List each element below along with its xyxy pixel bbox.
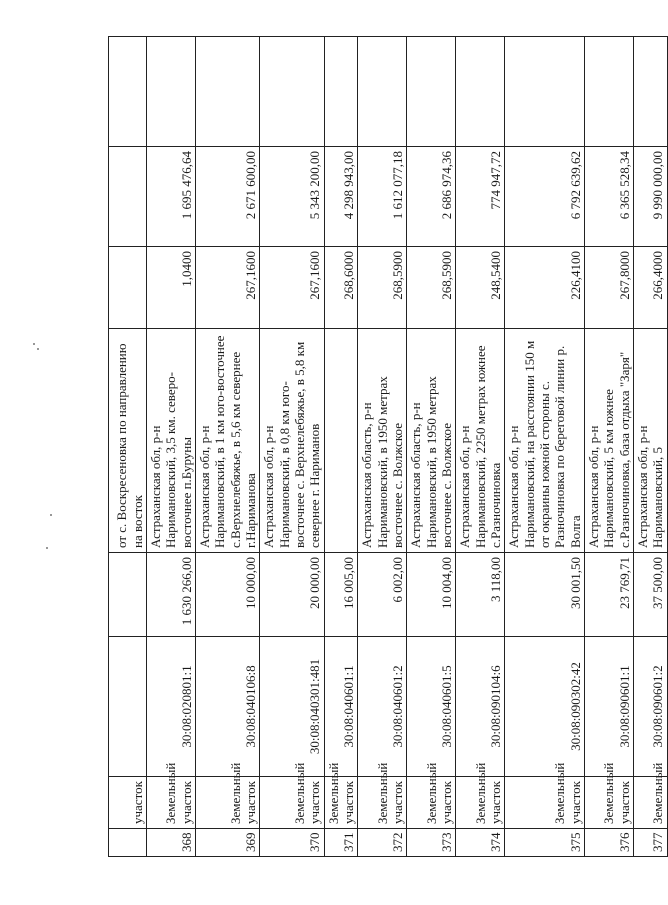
object-type-cell: Земельный участок [260, 777, 324, 829]
cadastral-number-cell: 30:08:090601:2 [633, 637, 667, 777]
cadastral-number-cell [109, 637, 147, 777]
empty-cell [407, 37, 456, 147]
price-cell: 6 792 639,62 [505, 147, 585, 247]
empty-cell [324, 37, 358, 147]
price-cell: 4 298 943,00 [324, 147, 358, 247]
table-row [358, 37, 407, 857]
row-number-cell: 375 [505, 829, 585, 857]
area-cell: 30 001,50 [505, 553, 585, 637]
row-number-cell: 371 [324, 829, 358, 857]
table-row [407, 37, 456, 857]
address-cell: Астраханская обл, р-н Наримановский, 2250 метрах южнее с.Разночиновка [456, 329, 505, 553]
object-type-cell: Земельный участок [195, 777, 259, 829]
address-cell: Астраханская обл, р-н Наримановский, 5 км южнее с.Разночиновка, база отдыха "Заря" [584, 329, 633, 553]
row-number-cell: 374 [456, 829, 505, 857]
address-cell: Астраханская область, р-н Наримановский, в 1950 метрах восточнее с. Волжское [407, 329, 456, 553]
share-cell: 267,1600 [195, 247, 259, 329]
cadastral-number-cell: 30:08:040301:481 [260, 637, 324, 777]
price-cell: 9 990 000,00 [633, 147, 667, 247]
empty-cell [456, 37, 505, 147]
rotated-table-frame [108, 37, 666, 857]
empty-cell [358, 37, 407, 147]
table-row [109, 37, 147, 857]
empty-cell [109, 37, 147, 147]
address-cell: Астраханская обл, р-н Наримановский, 5 [633, 329, 667, 553]
object-type-cell: Земельный участок [358, 777, 407, 829]
scan-speck [33, 343, 35, 345]
empty-cell [505, 37, 585, 147]
cadastral-number-cell: 30:08:040601:2 [358, 637, 407, 777]
object-type-cell: Земельный участок [147, 777, 196, 829]
price-cell: 1 612 077,18 [358, 147, 407, 247]
share-cell [109, 247, 147, 329]
table-body [109, 37, 668, 857]
table-row [195, 37, 259, 857]
area-cell: 16 005,00 [324, 553, 358, 637]
address-cell: Астраханская обл, р-н Наримановский, в 1 км юго-восточнее с.Верхнелебяжье, в 5,6 км севернее г.Нариманова [195, 329, 259, 553]
address-cell: Астраханская обл, р-н Наримановский, в 0,8 км юго-восточнее с. Верхнелебяжье, в 5,8 км севернее г. Нариманов [260, 329, 324, 553]
share-cell: 248,5400 [456, 247, 505, 329]
price-cell: 2 686 974,36 [407, 147, 456, 247]
row-number-cell: 376 [584, 829, 633, 857]
scan-speck [46, 547, 48, 549]
land-plots-table [108, 36, 668, 857]
price-cell: 6 365 528,34 [584, 147, 633, 247]
area-cell: 10 000,00 [195, 553, 259, 637]
area-cell: 37 500,00 [633, 553, 667, 637]
object-type-cell: Земельный участок [584, 777, 633, 829]
share-cell: 267,8000 [584, 247, 633, 329]
empty-cell [584, 37, 633, 147]
scan-speck [50, 514, 52, 516]
share-cell: 268,6000 [324, 247, 358, 329]
cadastral-number-cell: 30:08:040601:5 [407, 637, 456, 777]
area-cell: 3 118,00 [456, 553, 505, 637]
object-type-cell: Земельный участок [407, 777, 456, 829]
cadastral-number-cell: 30:08:090104:6 [456, 637, 505, 777]
row-number-cell: 373 [407, 829, 456, 857]
table-row [456, 37, 505, 857]
table-row [584, 37, 633, 857]
area-cell: 10 004,00 [407, 553, 456, 637]
table-row [260, 37, 324, 857]
row-number-cell: 372 [358, 829, 407, 857]
cadastral-number-cell: 30:08:090302:42 [505, 637, 585, 777]
address-cell [324, 329, 358, 553]
area-cell [109, 553, 147, 637]
object-type-cell: участок [109, 777, 147, 829]
share-cell: 268,5900 [358, 247, 407, 329]
row-number-cell: 377 [633, 829, 667, 857]
row-number-cell: 369 [195, 829, 259, 857]
table-row [505, 37, 585, 857]
address-cell: от с. Воскресеновка по направлению на восток [109, 329, 147, 553]
address-cell: Астраханская обл, р-н Наримановский, 3,5 км. северо-восточнее п.Буруны [147, 329, 196, 553]
row-number-cell: 368 [147, 829, 196, 857]
cadastral-number-cell: 30:08:040601:1 [324, 637, 358, 777]
share-cell: 1,0400 [147, 247, 196, 329]
object-type-cell: Земельный участок [324, 777, 358, 829]
row-number-cell: 370 [260, 829, 324, 857]
share-cell: 266,4000 [633, 247, 667, 329]
share-cell: 226,4100 [505, 247, 585, 329]
area-cell: 1 630 266,00 [147, 553, 196, 637]
address-cell: Астраханская обл, р-н Наримановский, на расстоянии 150 м от окраины южной стороны с. Разночиновка по береговой линии р. Волга [505, 329, 585, 553]
share-cell: 268,5900 [407, 247, 456, 329]
table-row [324, 37, 358, 857]
object-type-cell: Земельный участок [505, 777, 585, 829]
address-cell: Астраханская область, р-н Наримановский, в 1950 метрах восточнее с. Волжское [358, 329, 407, 553]
row-number-cell [109, 829, 147, 857]
table-row [633, 37, 667, 857]
price-cell: 1 695 476,64 [147, 147, 196, 247]
object-type-cell: Земельный [633, 777, 667, 829]
price-cell [109, 147, 147, 247]
area-cell: 20 000,00 [260, 553, 324, 637]
price-cell: 2 671 600,00 [195, 147, 259, 247]
cadastral-number-cell: 30:08:040106:8 [195, 637, 259, 777]
share-cell: 267,1600 [260, 247, 324, 329]
area-cell: 23 769,71 [584, 553, 633, 637]
cadastral-number-cell: 30:08:020801:1 [147, 637, 196, 777]
object-type-cell: Земельный участок [456, 777, 505, 829]
cadastral-number-cell: 30:08:090601:1 [584, 637, 633, 777]
empty-cell [633, 37, 667, 147]
scan-speck [37, 348, 39, 350]
price-cell: 5 343 200,00 [260, 147, 324, 247]
area-cell: 6 002,00 [358, 553, 407, 637]
empty-cell [195, 37, 259, 147]
price-cell: 774 947,72 [456, 147, 505, 247]
table-row [147, 37, 196, 857]
empty-cell [147, 37, 196, 147]
empty-cell [260, 37, 324, 147]
